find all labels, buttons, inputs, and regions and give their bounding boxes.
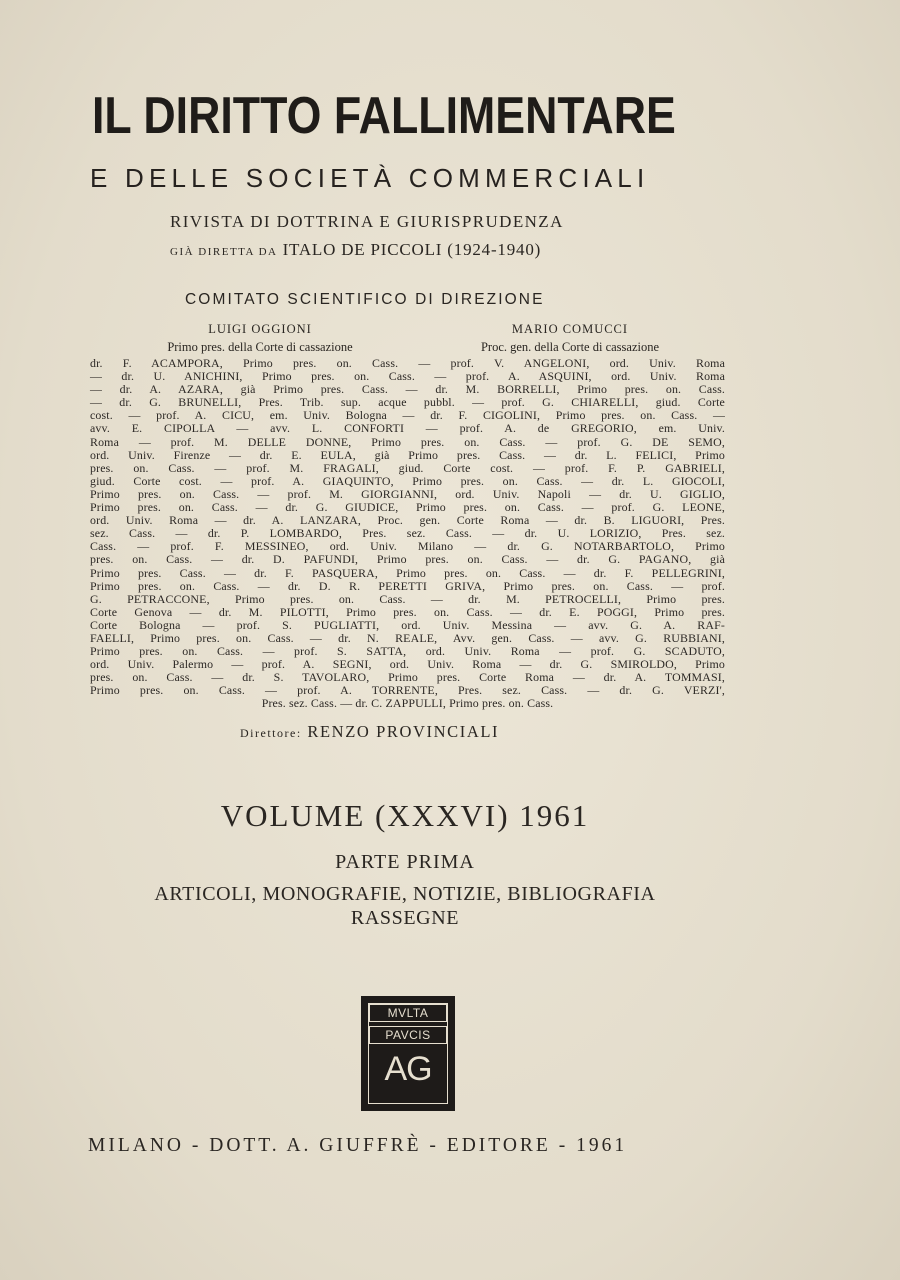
contents-line-2: RASSEGNE [350,907,460,929]
member-line: sez. Cass. — dr. P. LOMBARDO, Pres. sez. Cass. — dr. U. LORIZIO, Pres. sez. [90,526,725,541]
president-name: LUIGI OGGIONI [208,322,312,336]
member-line: Primo pres. on. Cass. — dr. G. GIUDICE, Primo pres. on. Cass. — prof. G. LEONE, [90,500,725,515]
former-director-name: ITALO DE PICCOLI (1924-1940) [282,240,542,259]
contents-line: ARTICOLI, MONOGRAFIE, NOTIZIE, BIBLIOGRAFIA [154,883,656,905]
logo-motto-1: MVLTA [369,1004,447,1022]
member-line: Primo pres. on. Cass. — prof. M. GIORGIANNI, ord. Univ. Napoli — dr. U. GIGLIO, [90,486,725,501]
member-line: ord. Univ. Roma — dr. A. LANZARA, Proc. gen. Corte Roma — dr. B. LIGUORI, Pres. [90,513,725,528]
journal-title: IL DIRITTO FALLIMENTARE [92,87,676,145]
member-line: pres. on. Cass. — dr. S. TAVOLARO, Primo pres. Corte Roma — dr. A. TOMMASI, [90,670,725,685]
member-line: — dr. U. ANICHINI, Primo pres. on. Cass. — prof. A. ASQUINI, ord. Univ. Roma [90,369,725,384]
member-line: cost. — prof. A. CICU, em. Univ. Bologna — dr. F. CIGOLINI, Primo pres. on. Cass. — [90,408,725,423]
member-line: — dr. A. AZARA, già Primo pres. Cass. — dr. M. BORRELLI, Primo pres. on. Cass. [90,382,725,397]
publisher-imprint: MILANO - DOTT. A. GIUFFRÈ - EDITORE - 1961 [88,1135,628,1156]
member-line: FAELLI, Primo pres. on. Cass. — dr. N. REALE, Avv. gen. Cass. — avv. G. RUBBIANI, [90,630,725,645]
publisher-logo [361,996,455,1111]
member-line: dr. F. ACAMPORA, Primo pres. on. Cass. — prof. V. ANGELONI, ord. Univ. Roma [90,356,725,370]
member-line: Cass. — prof. F. MESSINEO, ord. Univ. Milano — dr. G. NOTARBARTOLO, Primo [90,539,725,554]
part-heading: PARTE PRIMA [335,851,475,873]
member-line: Pres. sez. Cass. — dr. C. ZAPPULLI, Primo pres. on. Cass. [261,696,554,711]
director-line [240,722,640,742]
president-name: MARIO COMUCCI [511,322,629,336]
member-line: ord. Univ. Palermo — prof. A. SEGNI, ord. Univ. Roma — dr. G. SMIROLDO, Primo [90,657,725,672]
former-director-prefix: GIÀ DIRETTA DA [170,246,278,258]
former-director-line [170,240,650,260]
member-line: pres. on. Cass. — prof. M. FRAGALI, giud. Corte cost. — prof. F. P. GABRIELI, [90,460,725,475]
journal-subtitle: E DELLE SOCIETÀ COMMERCIALI [90,163,650,193]
president-role: Primo pres. della Corte di cassazione [167,340,353,354]
member-line: Corte Bologna — prof. S. PUGLIATTI, ord. Univ. Messina — avv. G. A. RAF- [90,617,725,632]
member-line: Primo pres. on. Cass. — prof. A. TORRENTE, Pres. sez. Cass. — dr. G. VERZI', [90,683,725,698]
logo-monogram: AG [384,1050,432,1088]
logo-motto-2: PAVCIS [369,1026,447,1044]
president-left [140,320,380,356]
member-line: avv. E. CIPOLLA — avv. L. CONFORTI — prof. A. de GREGORIO, em. Univ. [90,421,725,436]
member-line: Primo pres. on. Cass. — prof. S. SATTA, ord. Univ. Roma — prof. G. SCADUTO, [90,644,725,659]
member-line: giud. Corte cost. — prof. A. GIAQUINTO, Primo pres. on. Cass. — dr. L. GIOCOLI, [90,473,725,488]
committee-members [90,357,725,711]
journal-description: RIVISTA DI DOTTRINA E GIURISPRUDENZA [170,212,564,231]
member-line: Roma — prof. M. DELLE DONNE, Primo pres. on. Cass. — prof. G. DE SEMO, [90,434,725,449]
member-line: — dr. G. BRUNELLI, Pres. Trib. sup. acque pubbl. — prof. G. CHIARELLI, giud. Corte [90,395,725,410]
member-line: Corte Genova — dr. M. PILOTTI, Primo pres. on. Cass. — dr. E. POGGI, Primo pres. [90,604,725,619]
president-role: Proc. gen. della Corte di cassazione [480,340,660,354]
committee-heading: COMITATO SCIENTIFICO DI DIREZIONE [185,291,545,308]
president-right [425,320,715,356]
member-line: Primo pres. Cass. — dr. F. PASQUERA, Primo pres. on. Cass. — dr. F. PELLEGRINI, [90,565,725,580]
volume-heading: VOLUME (XXXVI) 1961 [220,798,590,833]
director-name: RENZO PROVINCIALI [307,722,500,741]
member-line: pres. on. Cass. — dr. D. PAFUNDI, Primo pres. on. Cass. — dr. G. PAGANO, già [90,552,725,567]
member-line: Primo pres. on. Cass. — dr. D. R. PERETTI GRIVA, Primo pres. on. Cass. — prof. [90,578,725,593]
director-label: Direttore: [240,726,302,740]
member-line: ord. Univ. Firenze — dr. E. EULA, già Primo pres. Cass. — dr. L. FELICI, Primo [90,447,725,462]
member-line: G. PETRACCONE, Primo pres. on. Cass. — dr. M. PETROCELLI, Primo pres. [90,591,725,606]
